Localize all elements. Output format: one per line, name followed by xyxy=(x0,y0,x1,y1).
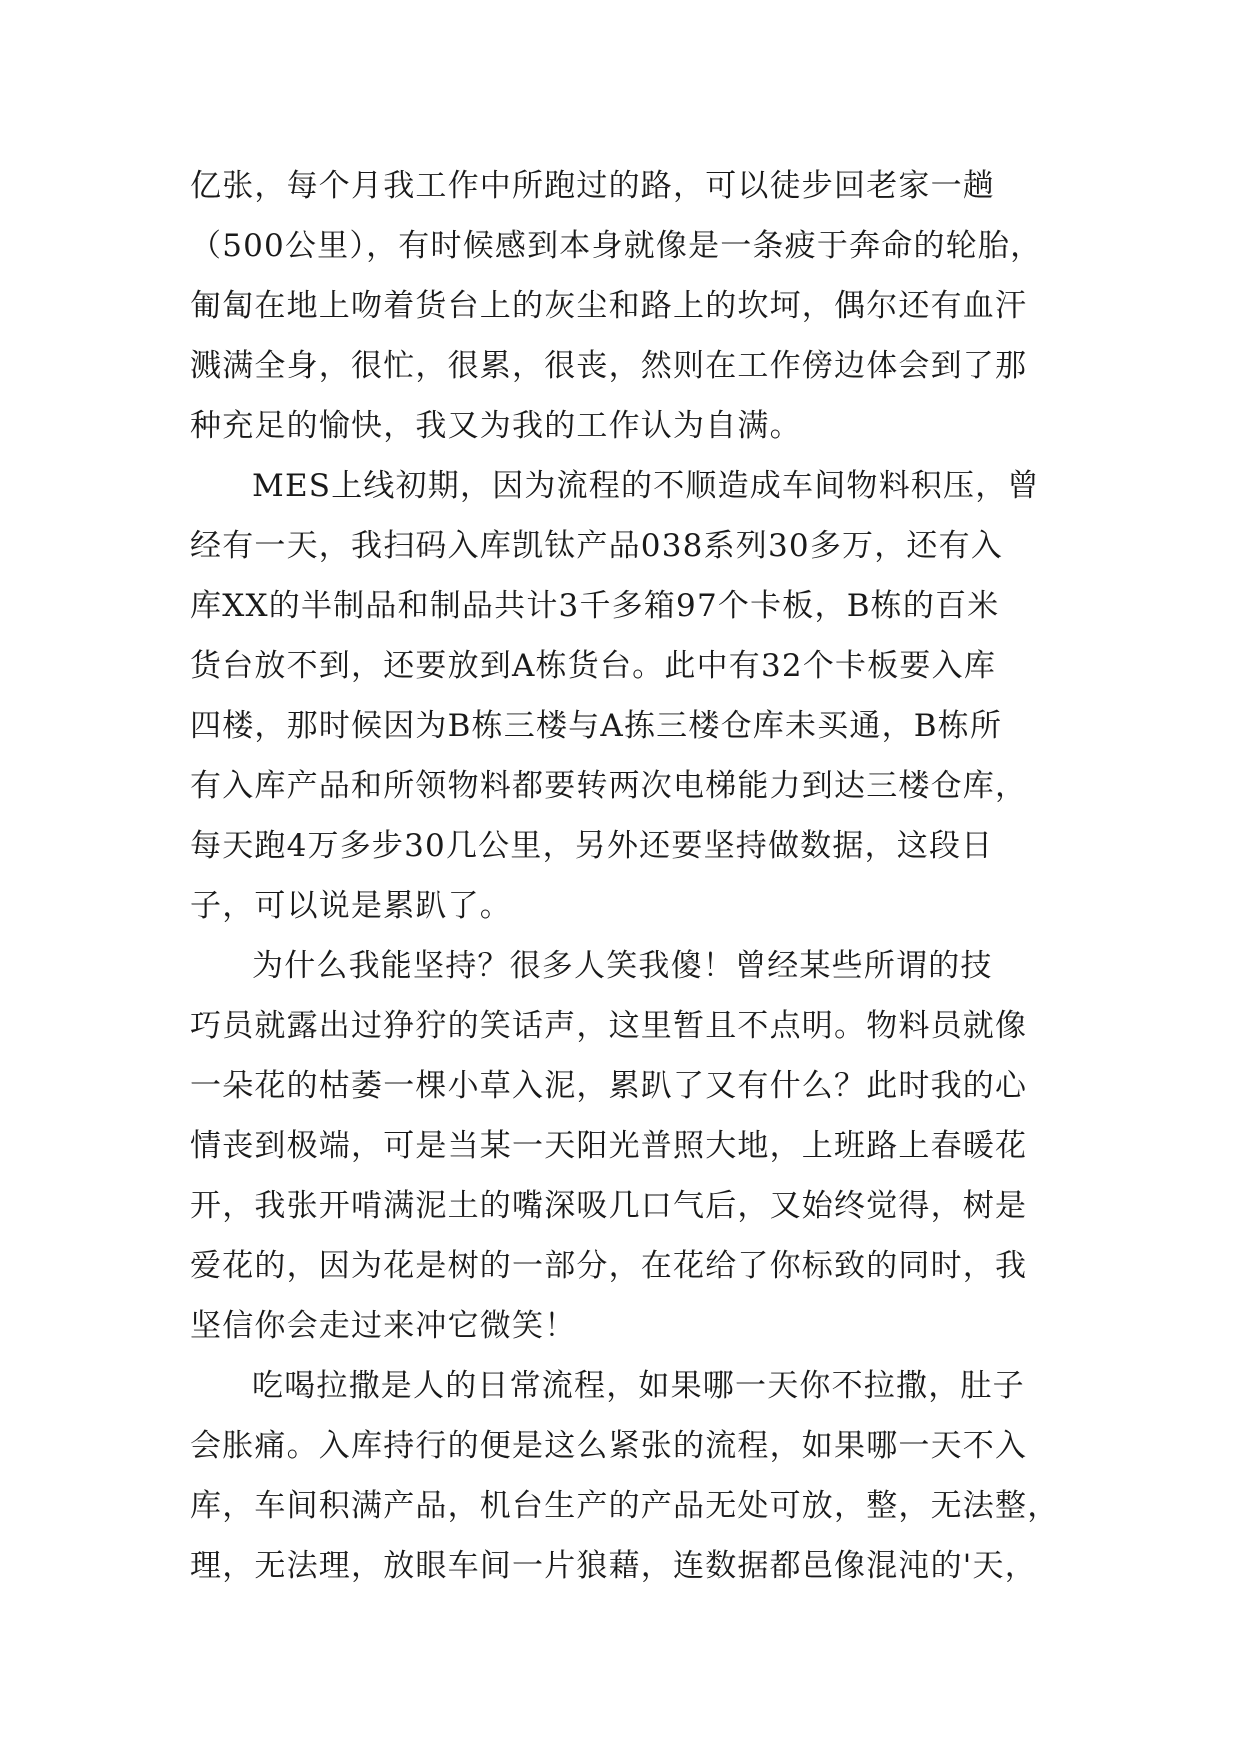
text-line: 理，无法理，放眼车间一片狼藉，连数据都邑像混沌的'天， xyxy=(190,1548,1037,1584)
text-line: 库，车间积满产品，机台生产的产品无处可放，整，无法整， xyxy=(190,1488,1060,1524)
text-line: 坚信你会走过来冲它微笑！ xyxy=(190,1308,577,1344)
text-line: 四楼，那时候因为B栋三楼与A拣三楼仓库未买通，B栋所 xyxy=(190,708,1003,744)
text-line: 情丧到极端，可是当某一天阳光普照大地，上班路上春暖花 xyxy=(190,1128,1028,1164)
text-line: 一朵花的枯萎一棵小草入泥，累趴了又有什么？此时我的心 xyxy=(190,1068,1028,1104)
paragraph-first-line: MES上线初期，因为流程的不顺造成车间物料积压，曾 xyxy=(252,468,1040,504)
text-line: 库XX的半制品和制品共计3千多箱97个卡板，B栋的百米 xyxy=(190,588,1000,624)
text-line: 匍匐在地上吻着货台上的灰尘和路上的坎坷，偶尔还有血汗 xyxy=(190,288,1028,324)
text-line: 每天跑4万多步30几公里，另外还要坚持做数据，这段日 xyxy=(190,828,994,864)
text-line: 巧员就露出过狰狞的笑话声，这里暂且不点明。物料员就像 xyxy=(190,1008,1028,1044)
text-line: 会胀痛。入库持行的便是这么紧张的流程，如果哪一天不入 xyxy=(190,1428,1028,1464)
text-line: 开，我张开啃满泥土的嘴深吸几口气后，又始终觉得，树是 xyxy=(190,1188,1028,1224)
text-line: 亿张，每个月我工作中所跑过的路，可以徒步回老家一趟 xyxy=(190,168,995,204)
text-line: 种充足的愉快，我又为我的工作认为自满。 xyxy=(190,408,802,444)
text-line: 爱花的，因为花是树的一部分，在花给了你标致的同时，我 xyxy=(190,1248,1028,1284)
text-line: （500公里），有时候感到本身就像是一条疲于奔命的轮胎， xyxy=(190,228,1043,264)
text-line: 有入库产品和所领物料都要转两次电梯能力到达三楼仓库， xyxy=(190,768,1028,804)
text-line: 经有一天，我扫码入库凯钛产品038系列30多万，还有入 xyxy=(190,528,1004,564)
text-line: 货台放不到，还要放到A栋货台。此中有32个卡板要入库 xyxy=(190,648,997,684)
text-line: 溅满全身，很忙，很累，很丧，然则在工作傍边体会到了那 xyxy=(190,348,1028,384)
body-text xyxy=(190,156,1070,1596)
paragraph-first-line: 吃喝拉撒是人的日常流程，如果哪一天你不拉撒，肚子 xyxy=(252,1368,1025,1404)
paragraph-first-line: 为什么我能坚持？很多人笑我傻！曾经某些所谓的技 xyxy=(252,948,993,984)
text-line: 子，可以说是累趴了。 xyxy=(190,888,512,924)
